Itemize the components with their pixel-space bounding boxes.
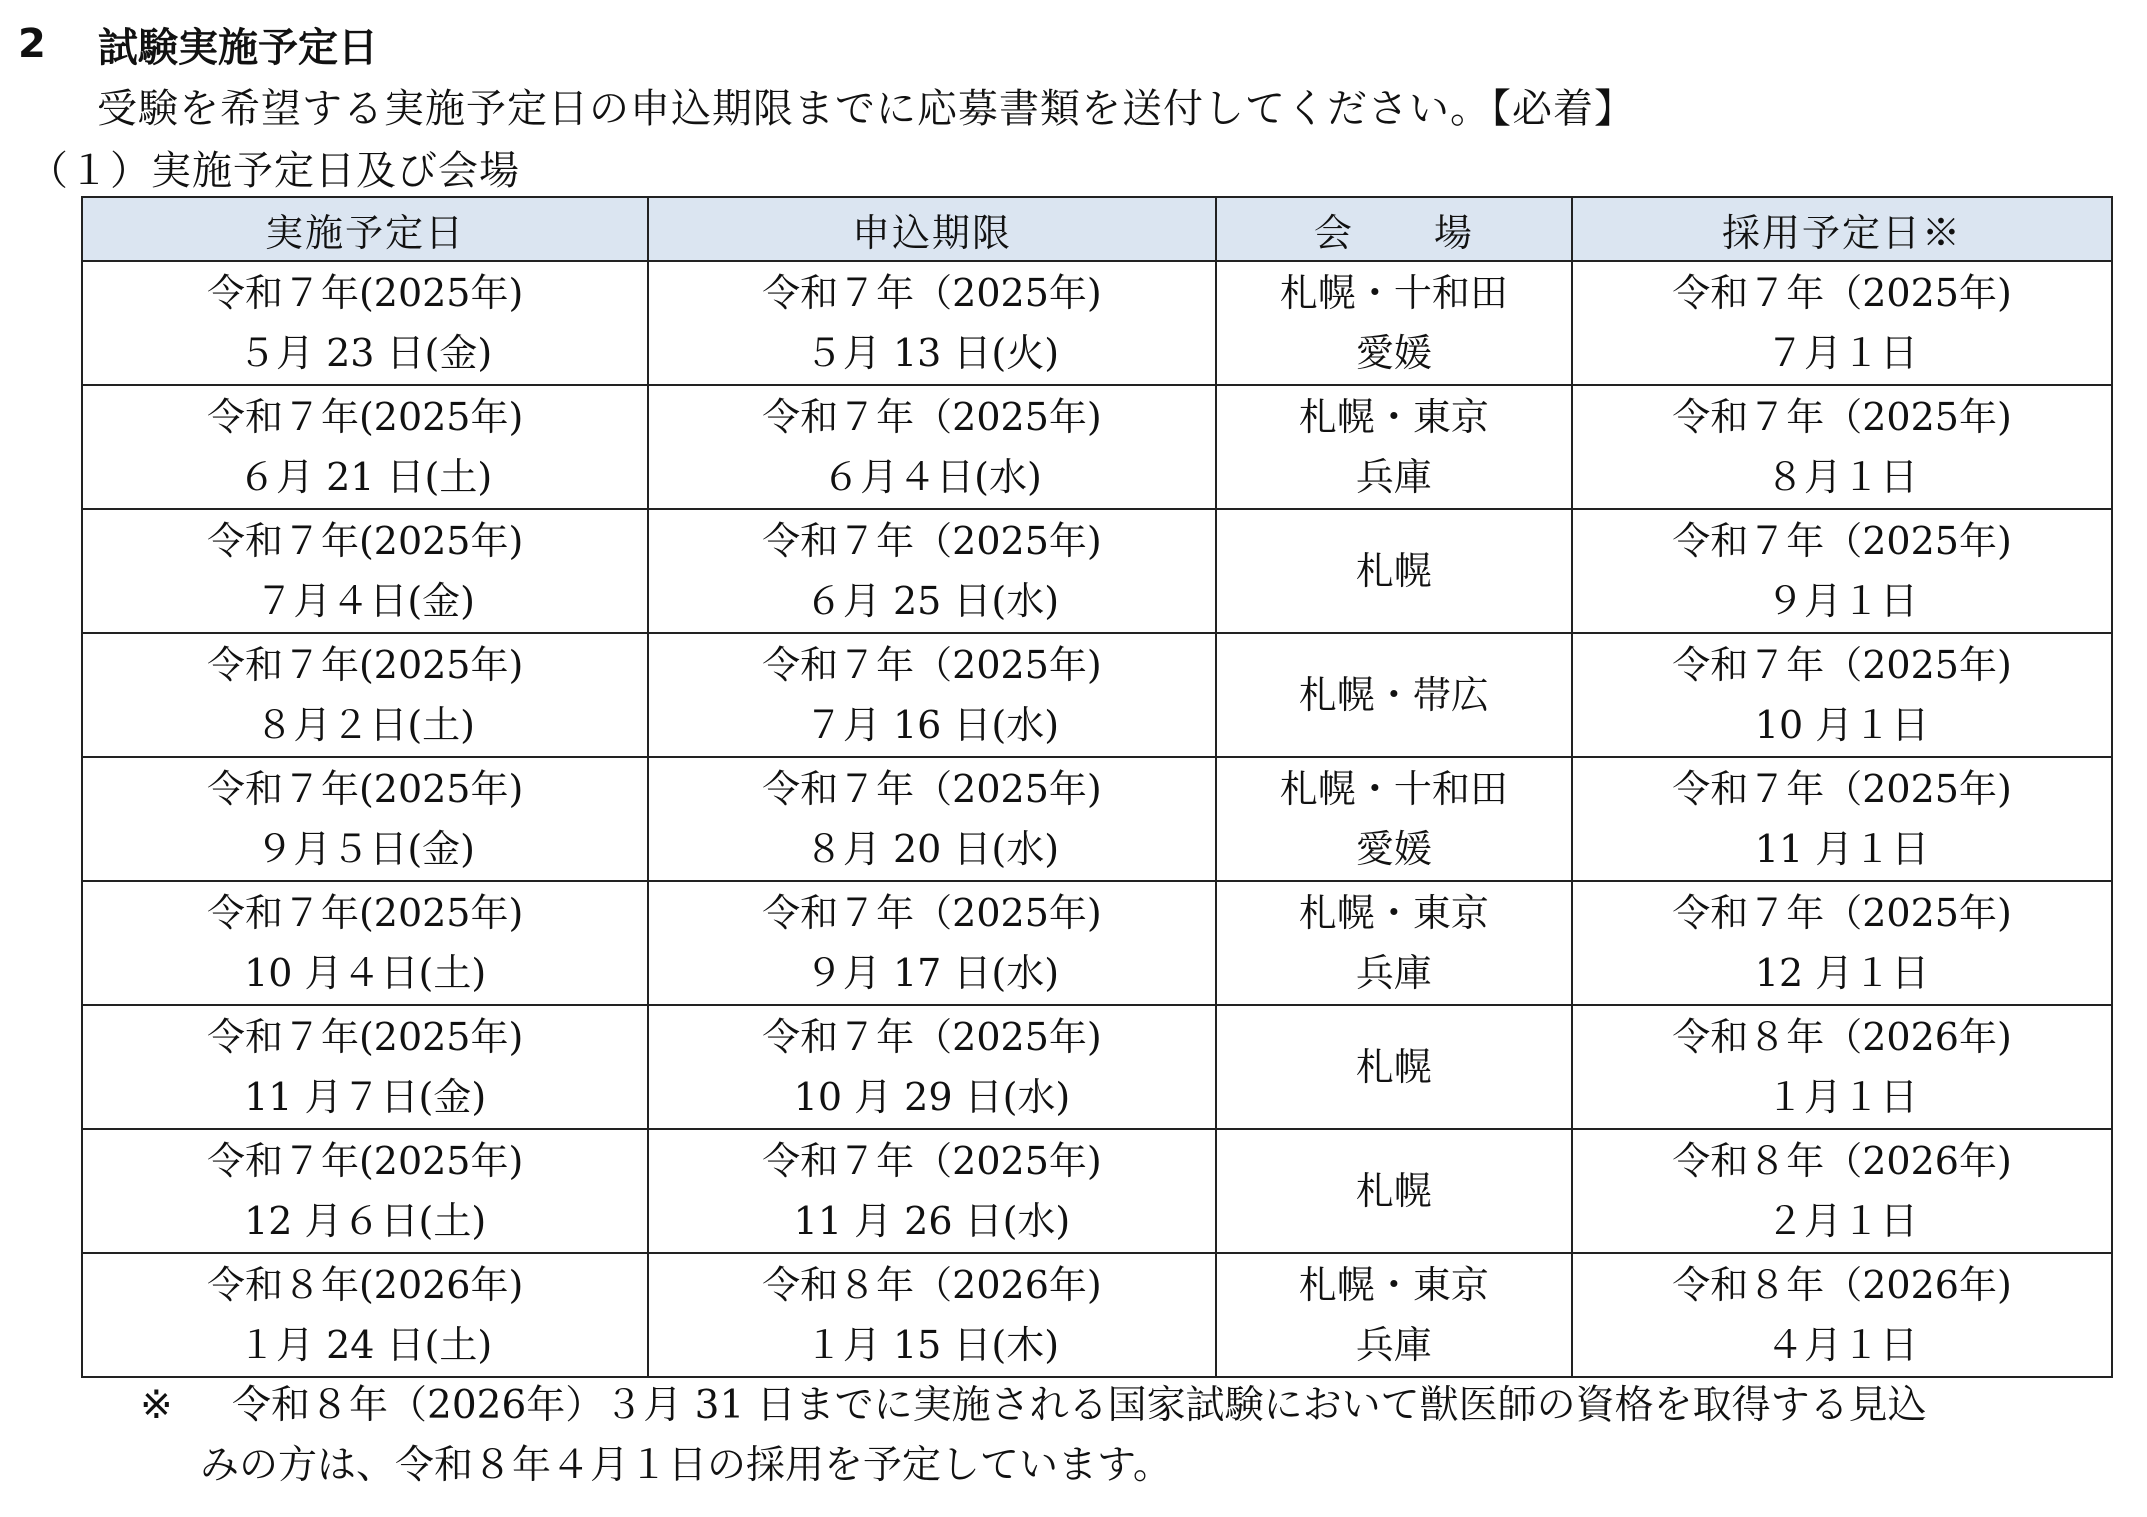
- hire-date-cell-line: 令和７年（2025年): [1672, 891, 2012, 935]
- deadline-cell: [648, 385, 1215, 509]
- venue-cell-line: 札幌・東京: [1298, 395, 1489, 439]
- deadline-cell-line: 令和７年（2025年): [762, 767, 1102, 811]
- exam-date-cell-line: 令和８年(2026年): [206, 1263, 524, 1307]
- hire-date-cell-line: 令和７年（2025年): [1672, 271, 2012, 315]
- table-row: [82, 261, 2112, 385]
- footnote-line-2: みの方は、令和８年４月１日の採用を予定しています。: [200, 1443, 1172, 1488]
- hire-date-cell-line: ８月１日: [1766, 455, 1919, 499]
- exam-date-cell: [82, 1005, 648, 1129]
- venue-cell: [1216, 385, 1572, 509]
- hire-date-cell: [1572, 509, 2112, 633]
- exam-date-cell-line: 令和７年(2025年): [206, 1015, 524, 1059]
- section-heading: [18, 12, 378, 76]
- venue-cell-line: 兵庫: [1355, 951, 1432, 995]
- deadline-cell-line: ６月４日(水): [822, 455, 1042, 499]
- venue-cell-line: 札幌: [1355, 1169, 1432, 1213]
- exam-date-cell-line: 11 月７日(金): [244, 1075, 487, 1119]
- hire-date-cell-line: 令和８年（2026年): [1672, 1139, 2012, 1183]
- exam-date-cell-line: 10 月４日(土): [244, 951, 487, 995]
- hire-date-cell: [1572, 757, 2112, 881]
- table-row: [82, 1129, 2112, 1253]
- deadline-cell-line: 令和７年（2025年): [762, 395, 1102, 439]
- deadline-cell: [648, 633, 1215, 757]
- hire-date-cell-line: 令和７年（2025年): [1672, 643, 2012, 687]
- exam-date-cell: [82, 261, 648, 385]
- exam-date-cell-line: 令和７年(2025年): [206, 891, 524, 935]
- venue-cell: [1216, 1129, 1572, 1253]
- table-row: [82, 509, 2112, 633]
- deadline-cell-line: 令和８年（2026年): [762, 1263, 1102, 1307]
- venue-cell-line: 札幌・十和田: [1279, 271, 1508, 315]
- deadline-cell: [648, 1253, 1215, 1377]
- hire-date-cell-line: ７月１日: [1766, 331, 1919, 375]
- deadline-cell: [648, 1005, 1215, 1129]
- hire-date-cell-line: 令和７年（2025年): [1672, 395, 2012, 439]
- venue-cell: [1216, 757, 1572, 881]
- exam-date-cell-line: ７月４日(金): [255, 579, 475, 623]
- table-row: [82, 1005, 2112, 1129]
- exam-date-cell: [82, 385, 648, 509]
- exam-date-cell: [82, 1253, 648, 1377]
- exam-date-cell-line: ９月５日(金): [255, 827, 475, 871]
- exam-date-cell-line: 令和７年(2025年): [206, 271, 524, 315]
- venue-cell-line: 札幌: [1355, 1045, 1432, 1089]
- venue-cell: [1216, 1253, 1572, 1377]
- hire-date-cell-line: ４月１日: [1766, 1323, 1919, 1367]
- header-hire-date: 採用予定日※: [1572, 197, 2112, 261]
- hire-date-cell-line: 10 月１日: [1754, 703, 1930, 747]
- deadline-cell: [648, 1129, 1215, 1253]
- hire-date-cell-line: 令和７年（2025年): [1672, 519, 2012, 563]
- exam-date-cell-line: 令和７年(2025年): [206, 643, 524, 687]
- exam-date-cell-line: ８月２日(土): [255, 703, 475, 747]
- table-header-row: [82, 197, 2112, 261]
- exam-date-cell-line: ５月 23 日(金): [238, 331, 493, 375]
- table-row: [82, 881, 2112, 1005]
- exam-date-cell: [82, 1129, 648, 1253]
- venue-cell-line: 札幌・十和田: [1279, 767, 1508, 811]
- exam-date-cell: [82, 509, 648, 633]
- venue-cell-line: 札幌・東京: [1298, 1263, 1489, 1307]
- schedule-table: [81, 196, 2113, 1378]
- header-exam-date: 実施予定日: [82, 197, 648, 261]
- venue-cell: [1216, 881, 1572, 1005]
- header-venue: 会 場: [1216, 197, 1572, 261]
- venue-cell-line: 札幌・東京: [1298, 891, 1489, 935]
- deadline-cell: [648, 757, 1215, 881]
- exam-date-cell-line: 令和７年(2025年): [206, 1139, 524, 1183]
- venue-cell-line: 札幌・帯広: [1298, 673, 1489, 717]
- table-row: [82, 385, 2112, 509]
- venue-cell-line: 愛媛: [1355, 331, 1432, 375]
- venue-cell-line: 愛媛: [1355, 827, 1432, 871]
- section-number: 2: [18, 21, 46, 67]
- section-title: 試験実施予定日: [98, 24, 378, 71]
- intro-text: 受験を希望する実施予定日の申込期限までに応募書類を送付してください。【必着】: [97, 85, 1635, 132]
- hire-date-cell-line: 令和８年（2026年): [1672, 1263, 2012, 1307]
- hire-date-cell: [1572, 1005, 2112, 1129]
- venue-cell-line: 兵庫: [1355, 455, 1432, 499]
- exam-date-cell-line: 令和７年(2025年): [206, 519, 524, 563]
- hire-date-cell-line: 11 月１日: [1754, 827, 1930, 871]
- deadline-cell-line: 令和７年（2025年): [762, 271, 1102, 315]
- exam-date-cell-line: １月 24 日(土): [238, 1323, 493, 1367]
- venue-cell: [1216, 261, 1572, 385]
- subheading: （１）実施予定日及び会場: [28, 147, 520, 194]
- deadline-cell-line: 令和７年（2025年): [762, 643, 1102, 687]
- hire-date-cell-line: 令和８年（2026年): [1672, 1015, 2012, 1059]
- footnote-mark: ※: [140, 1383, 173, 1428]
- deadline-cell: [648, 509, 1215, 633]
- deadline-cell-line: ７月 16 日(水): [804, 703, 1060, 747]
- table-row: [82, 633, 2112, 757]
- table-row: [82, 1253, 2112, 1377]
- hire-date-cell-line: ２月１日: [1766, 1199, 1919, 1243]
- deadline-cell-line: ９月 17 日(水): [804, 951, 1060, 995]
- deadline-cell-line: 令和７年（2025年): [762, 519, 1102, 563]
- table-row: [82, 757, 2112, 881]
- exam-date-cell-line: 令和７年(2025年): [206, 395, 524, 439]
- venue-cell: [1216, 1005, 1572, 1129]
- venue-cell: [1216, 633, 1572, 757]
- deadline-cell-line: ５月 13 日(火): [804, 331, 1060, 375]
- exam-date-cell: [82, 633, 648, 757]
- hire-date-cell: [1572, 633, 2112, 757]
- deadline-cell-line: １月 15 日(木): [804, 1323, 1060, 1367]
- deadline-cell-line: 令和７年（2025年): [762, 1139, 1102, 1183]
- table-body: [82, 261, 2112, 1377]
- exam-date-cell: [82, 757, 648, 881]
- footnote-line-1: 令和８年（2026年）３月 31 日までに実施される国家試験において獣医師の資格を取得する見込: [232, 1383, 1927, 1428]
- venue-cell: [1216, 509, 1572, 633]
- venue-cell-line: 札幌: [1355, 549, 1432, 593]
- exam-date-cell-line: 令和７年(2025年): [206, 767, 524, 811]
- hire-date-cell: [1572, 261, 2112, 385]
- exam-date-cell-line: ６月 21 日(土): [238, 455, 493, 499]
- deadline-cell: [648, 881, 1215, 1005]
- hire-date-cell: [1572, 881, 2112, 1005]
- hire-date-cell: [1572, 385, 2112, 509]
- hire-date-cell: [1572, 1253, 2112, 1377]
- header-deadline: 申込期限: [648, 197, 1215, 261]
- hire-date-cell: [1572, 1129, 2112, 1253]
- exam-date-cell: [82, 881, 648, 1005]
- deadline-cell-line: 11 月 26 日(水): [793, 1199, 1071, 1243]
- deadline-cell-line: ６月 25 日(水): [804, 579, 1060, 623]
- deadline-cell: [648, 261, 1215, 385]
- hire-date-cell-line: １月１日: [1766, 1075, 1919, 1119]
- deadline-cell-line: 10 月 29 日(水): [793, 1075, 1071, 1119]
- deadline-cell-line: ８月 20 日(水): [804, 827, 1060, 871]
- hire-date-cell-line: 12 月１日: [1754, 951, 1930, 995]
- deadline-cell-line: 令和７年（2025年): [762, 891, 1102, 935]
- deadline-cell-line: 令和７年（2025年): [762, 1015, 1102, 1059]
- venue-cell-line: 兵庫: [1355, 1323, 1432, 1367]
- exam-date-cell-line: 12 月６日(土): [244, 1199, 487, 1243]
- hire-date-cell-line: 令和７年（2025年): [1672, 767, 2012, 811]
- hire-date-cell-line: ９月１日: [1766, 579, 1919, 623]
